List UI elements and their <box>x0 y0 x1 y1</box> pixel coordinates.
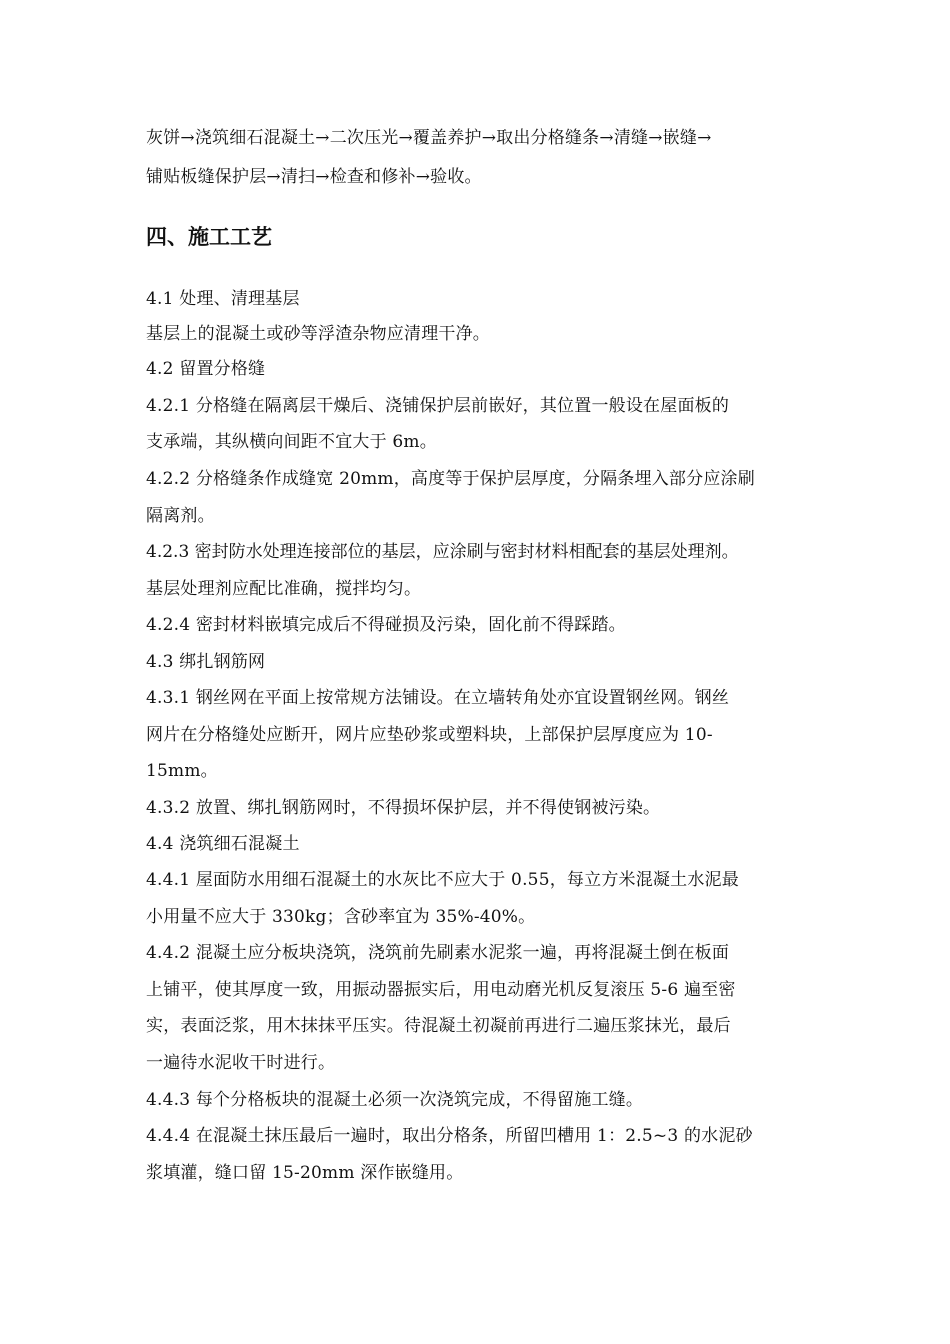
body-line: 15mm。 <box>146 761 218 781</box>
body-line: 4.4.2 混凝土应分板块浇筑，浇筑前先刷素水泥浆一遍，再将混凝土倒在板面 <box>146 943 730 963</box>
body-line: 4.4.1 屋面防水用细石混凝土的水灰比不应大于 0.55，每立方米混凝土水泥最 <box>146 870 739 890</box>
body-line: 小用量不应大于 330kg；含砂率宜为 35%-40%。 <box>146 907 536 927</box>
body-line: 4.2.1 分格缝在隔离层干燥后、浇铺保护层前嵌好，其位置一般设在屋面板的 <box>146 396 730 416</box>
body-line: 一遍待水泥收干时进行。 <box>146 1053 336 1073</box>
intro-line-2: 铺贴板缝保护层→清扫→检查和修补→验收。 <box>146 167 482 187</box>
body-line: 4.2.4 密封材料嵌填完成后不得碰损及污染，固化前不得踩踏。 <box>146 615 626 635</box>
body-line: 4.1 处理、清理基层 <box>146 289 300 309</box>
body-line: 浆填灌，缝口留 15-20mm 深作嵌缝用。 <box>146 1163 464 1183</box>
body-line: 网片在分格缝处应断开，网片应垫砂浆或塑料块，上部保护层厚度应为 10- <box>146 725 713 745</box>
section-heading: 四、施工工艺 <box>146 225 272 249</box>
body-line: 4.2 留置分格缝 <box>146 359 266 379</box>
body-line: 4.4.4 在混凝土抹压最后一遍时，取出分格条，所留凹槽用 1：2.5~3 的水泥砂 <box>146 1126 753 1146</box>
body-line: 基层处理剂应配比准确，搅拌均匀。 <box>146 579 422 599</box>
body-line: 支承端，其纵横向间距不宜大于 6m。 <box>146 432 437 452</box>
body-line: 4.3 绑扎钢筋网 <box>146 652 266 672</box>
body-line: 4.4.3 每个分格板块的混凝土必须一次浇筑完成，不得留施工缝。 <box>146 1090 644 1110</box>
body-line: 4.2.3 密封防水处理连接部位的基层，应涂刷与密封材料相配套的基层处理剂。 <box>146 542 739 562</box>
body-line: 4.4 浇筑细石混凝土 <box>146 834 300 854</box>
body-line: 4.2.2 分格缝条作成缝宽 20mm，高度等于保护层厚度，分隔条埋入部分应涂刷 <box>146 469 755 489</box>
body-line: 4.3.1 钢丝网在平面上按常规方法铺设。在立墙转角处亦宜设置钢丝网。钢丝 <box>146 688 730 708</box>
body-line: 实，表面泛浆，用木抹抹平压实。待混凝土初凝前再进行二遍压浆抹光，最后 <box>146 1016 731 1036</box>
intro-line-1: 灰饼→浇筑细石混凝土→二次压光→覆盖养护→取出分格缝条→清缝→嵌缝→ <box>146 128 712 148</box>
body-line: 4.3.2 放置、绑扎钢筋网时，不得损坏保护层，并不得使钢被污染。 <box>146 798 661 818</box>
body-line: 隔离剂。 <box>146 506 215 526</box>
body-line: 上铺平，使其厚度一致，用振动器振实后，用电动磨光机反复滚压 5-6 遍至密 <box>146 980 736 1000</box>
body-line: 基层上的混凝土或砂等浮渣杂物应清理干净。 <box>146 324 490 344</box>
